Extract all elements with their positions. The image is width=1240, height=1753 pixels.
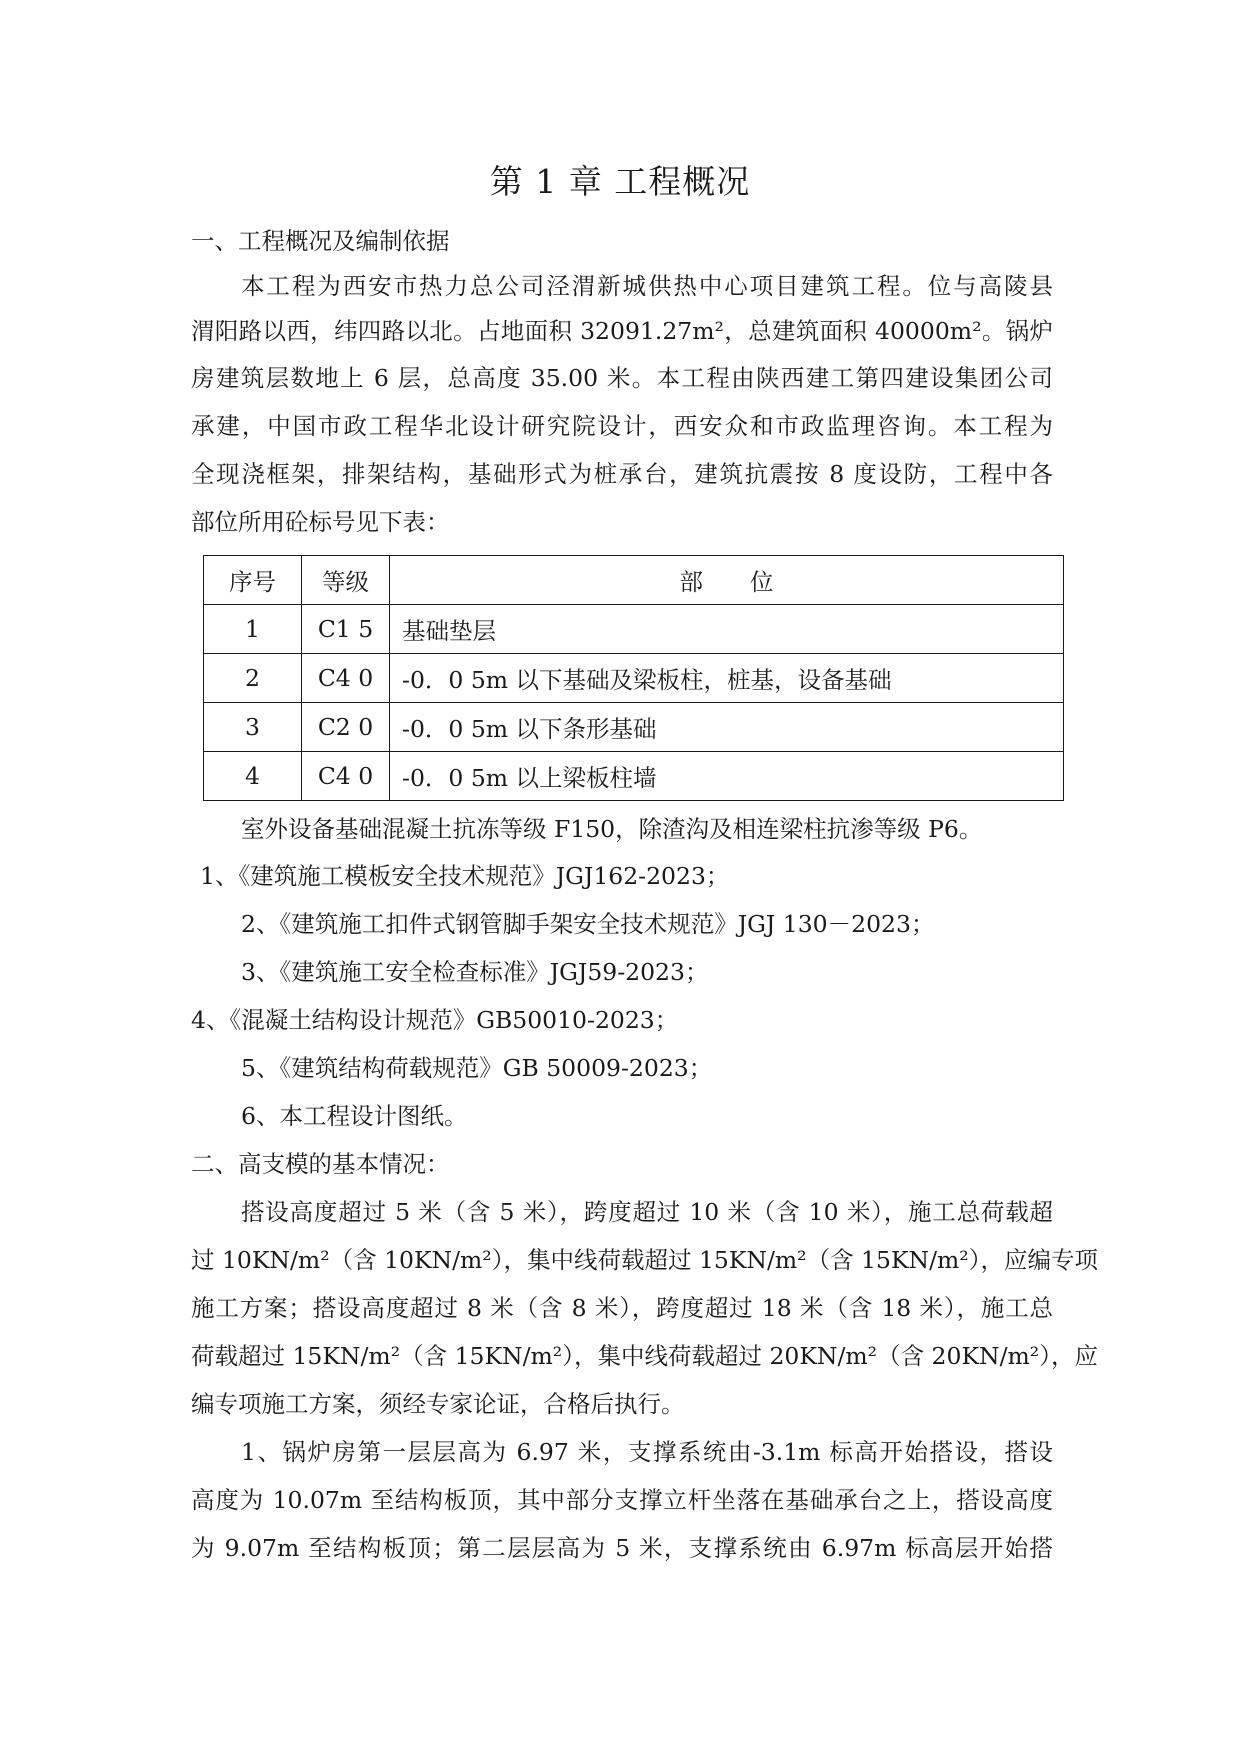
- table-cell: 1: [204, 605, 302, 654]
- paragraph-line: 部位所用砼标号见下表：: [191, 508, 450, 536]
- reference-item: 2、《建筑施工扣件式钢管脚手架安全技术规范》JGJ 130－2023；: [241, 910, 935, 938]
- table-header-cell: 部 位: [390, 556, 1064, 605]
- paragraph-line: 高度为 10.07m 至结构板顶，其中部分支撑立杆坐落在基础承台之上，搭设高度: [191, 1486, 1053, 1514]
- paragraph-line: 全现浇框架，排架结构，基础形式为桩承台，建筑抗震按 8 度设防，工程中各: [191, 460, 1053, 488]
- paragraph-line: 本工程为西安市热力总公司泾渭新城供热中心项目建筑工程。位与高陵县: [241, 272, 1053, 300]
- table-cell: C4 0: [302, 752, 390, 801]
- table-cell: 4: [204, 752, 302, 801]
- chapter-title: 第 1 章 工程概况: [489, 162, 751, 201]
- paragraph-line: 搭设高度超过 5 米（含 5 米），跨度超过 10 米（含 10 米），施工总荷载超: [241, 1198, 1053, 1226]
- paragraph-line: 房建筑层数地上 6 层，总高度 35.00 米。本工程由陕西建工第四建设集团公司: [191, 364, 1053, 392]
- section-heading-2: 二、高支模的基本情况：: [191, 1150, 450, 1178]
- table-cell: C4 0: [302, 654, 390, 703]
- paragraph-line: 1、锅炉房第一层层高为 6.97 米，支撑系统由-3.1m 标高开始搭设，搭设: [241, 1438, 1053, 1466]
- reference-item: 6、本工程设计图纸。: [241, 1102, 468, 1130]
- paragraph-line: 承建，中国市政工程华北设计研究院设计，西安众和市政监理咨询。本工程为: [191, 412, 1053, 440]
- paragraph-line: 过 10KN/m²（含 10KN/m²），集中线荷载超过 15KN/m²（含 15KN/m²），应编专项: [191, 1246, 1098, 1274]
- table-cell: 3: [204, 703, 302, 752]
- table-cell: C1 5: [302, 605, 390, 654]
- table-cell: -0．0 5m 以下基础及梁板柱，桩基，设备基础: [390, 654, 1064, 703]
- table-cell: 基础垫层: [390, 605, 1064, 654]
- table-header-row: [204, 556, 1064, 605]
- reference-item: 5、《建筑结构荷载规范》GB 50009-2023；: [241, 1054, 713, 1082]
- concrete-grade-table: [203, 555, 1064, 801]
- table-row: [204, 605, 1064, 654]
- table-cell: -0．0 5m 以下条形基础: [390, 703, 1064, 752]
- paragraph-line: 施工方案；搭设高度超过 8 米（含 8 米），跨度超过 18 米（含 18 米），施工总: [191, 1294, 1053, 1322]
- table-note: 室外设备基础混凝土抗冻等级 F150，除渣沟及相连梁柱抗渗等级 P6。: [241, 815, 983, 843]
- table-row: [204, 654, 1064, 703]
- reference-item: 3、《建筑施工安全检查标准》JGJ59-2023；: [241, 958, 709, 986]
- paragraph-line: 渭阳路以西，纬四路以北。占地面积 32091.27m²，总建筑面积 40000m²。锅炉: [191, 317, 1053, 345]
- section-heading-1: 一、工程概况及编制依据: [191, 227, 450, 255]
- table-row: [204, 752, 1064, 801]
- reference-item: 1、《建筑施工模板安全技术规范》JGJ162-2023；: [200, 862, 730, 890]
- paragraph-line: 为 9.07m 至结构板顶；第二层层高为 5 米，支撑系统由 6.97m 标高层开始搭: [191, 1534, 1053, 1562]
- table-row: [204, 703, 1064, 752]
- paragraph-line: 编专项施工方案，须经专家论证，合格后执行。: [191, 1390, 685, 1418]
- table-cell: -0．0 5m 以上梁板柱墙: [390, 752, 1064, 801]
- table-header-cell: 等级: [302, 556, 390, 605]
- table-header-cell: 序号: [204, 556, 302, 605]
- paragraph-line: 荷载超过 15KN/m²（含 15KN/m²），集中线荷载超过 20KN/m²（含 20KN/m²），应: [191, 1342, 1098, 1370]
- reference-item: 4、《混凝土结构设计规范》GB50010-2023；: [191, 1006, 679, 1034]
- table-cell: 2: [204, 654, 302, 703]
- table-cell: C2 0: [302, 703, 390, 752]
